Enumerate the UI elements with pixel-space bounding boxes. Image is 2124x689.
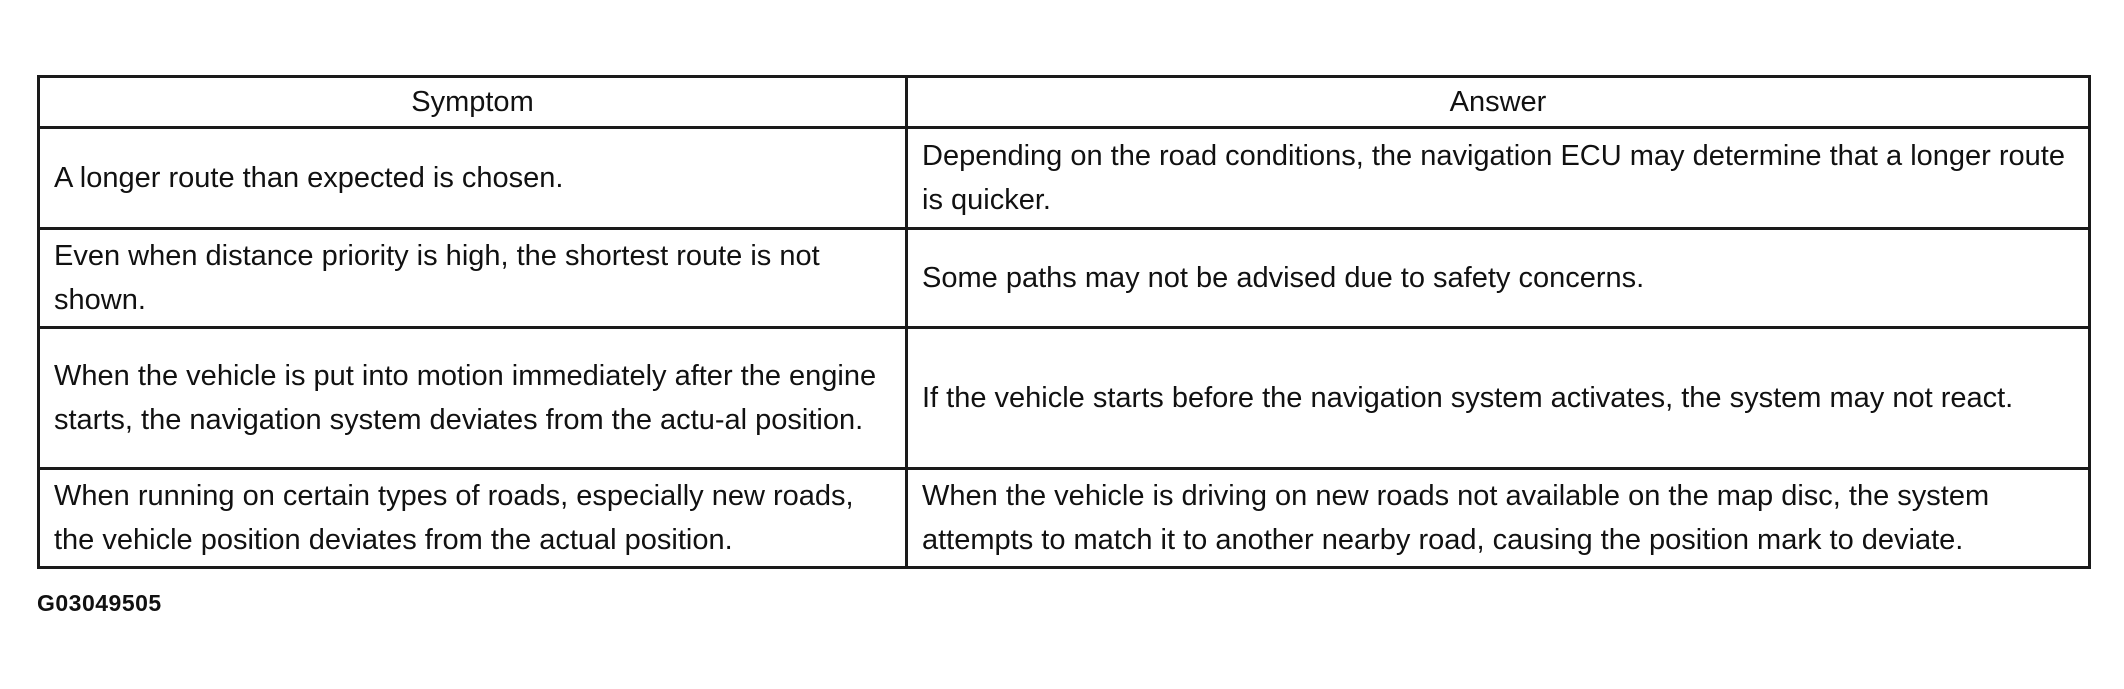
symptom-cell: Even when distance priority is high, the shortest route is not shown. [39, 229, 907, 328]
answer-cell: Some paths may not be advised due to safety concerns. [907, 229, 2090, 328]
symptom-cell: When running on certain types of roads, especially new roads, the vehicle position deviates from the actual position. [39, 469, 907, 568]
answer-cell: When the vehicle is driving on new roads not available on the map disc, the system attempts to match it to another nearby road, causing the position mark to deviate. [907, 469, 2090, 568]
answer-cell: Depending on the road conditions, the navigation ECU may determine that a longer route is quicker. [907, 128, 2090, 229]
answer-cell: If the vehicle starts before the navigation system activates, the system may not react. [907, 328, 2090, 469]
column-header-answer: Answer [907, 77, 2090, 128]
table-row [39, 128, 2090, 229]
figure-id: G03049505 [37, 590, 162, 616]
table-row [39, 328, 2090, 469]
table-row [39, 469, 2090, 568]
symptom-cell: When the vehicle is put into motion immediately after the engine starts, the navigation system deviates from the actu-al position. [39, 328, 907, 469]
column-header-symptom: Symptom [39, 77, 907, 128]
symptom-answer-table [37, 75, 2091, 569]
table-row [39, 229, 2090, 328]
symptom-cell: A longer route than expected is chosen. [39, 128, 907, 229]
table-header-row [39, 77, 2090, 128]
